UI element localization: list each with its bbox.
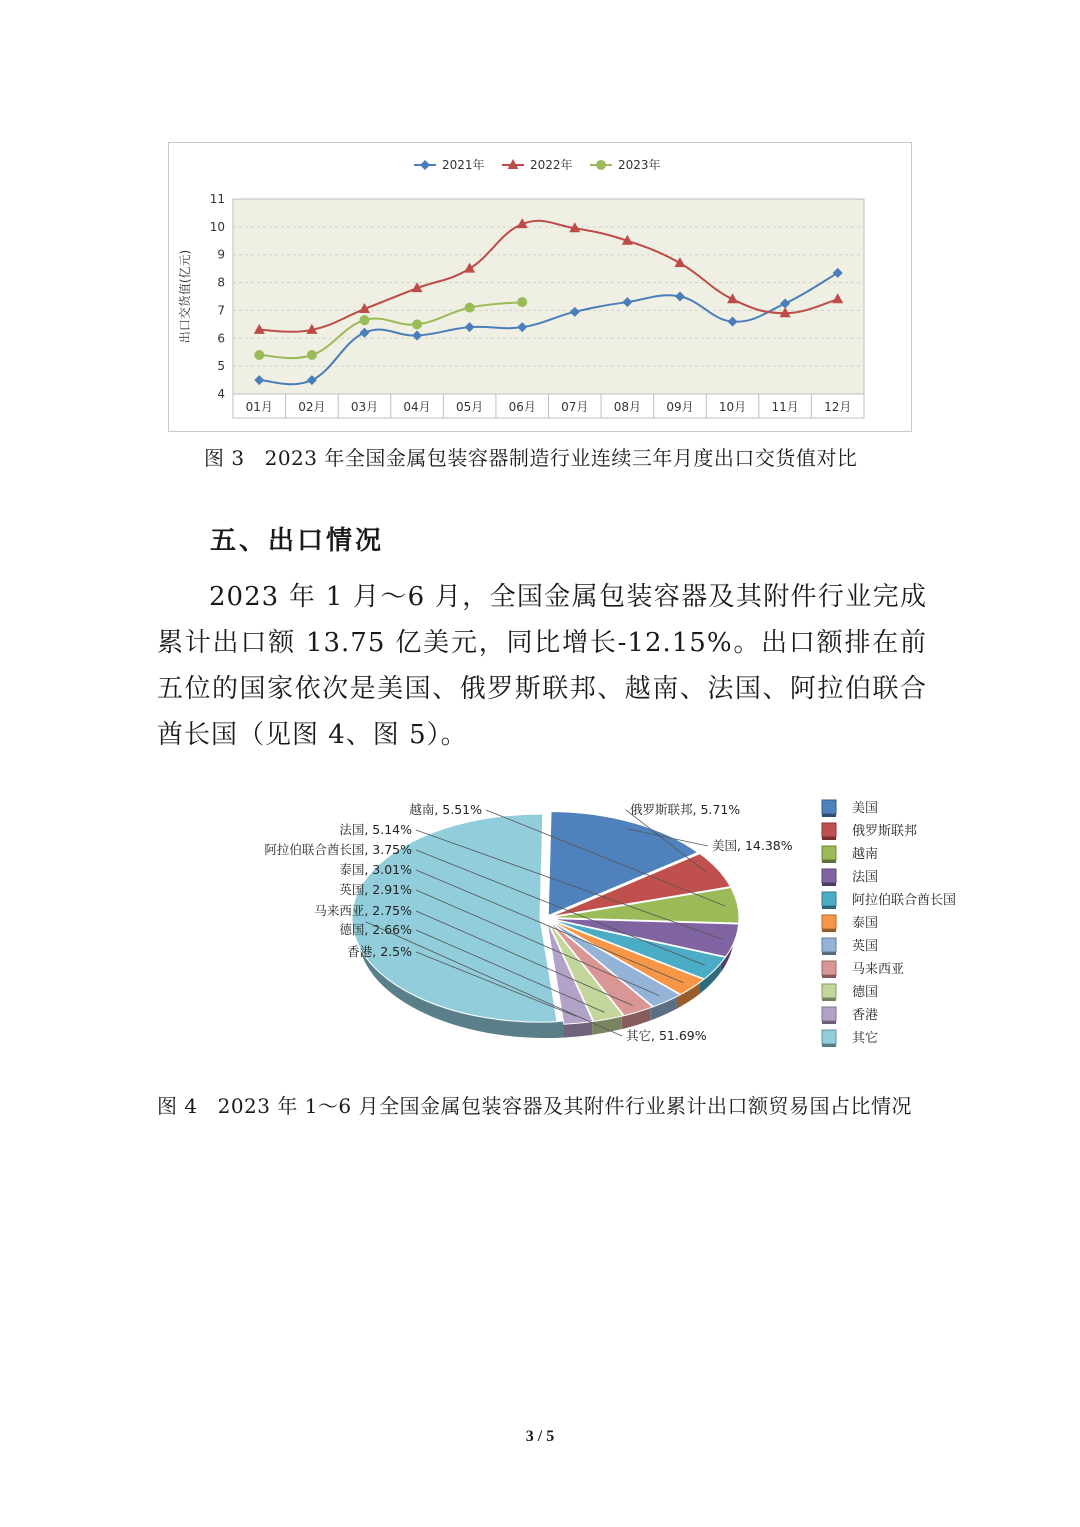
- data-point: [465, 303, 475, 313]
- legend-swatch: [822, 915, 836, 929]
- legend-swatch: [822, 823, 836, 837]
- x-tick-label: 05月: [455, 400, 484, 414]
- x-tick-label: 01月: [245, 400, 273, 414]
- legend-label: 阿拉伯联合酋长国: [852, 893, 957, 908]
- data-label: 泰国, 3.01%: [339, 862, 412, 877]
- data-label: 其它, 51.69%: [626, 1028, 707, 1043]
- data-label: 德国, 2.66%: [339, 922, 412, 937]
- figure4-caption-text: 2023 年 1～6 月全国金属包装容器及其附件行业累计出口额贸易国占比情况: [217, 1094, 913, 1118]
- legend-label: 香港: [852, 1008, 879, 1023]
- legend-marker: [596, 160, 606, 170]
- legend-swatch: [822, 869, 836, 883]
- y-tick-label: 9: [217, 247, 225, 262]
- figure3-caption-text: 2023 年全国金属包装容器制造行业连续三年月度出口交货值对比: [264, 446, 858, 470]
- legend-swatch-edge: [822, 929, 836, 932]
- figure3-caption-label: 图 3: [204, 446, 245, 470]
- legend-label: 泰国: [852, 916, 879, 931]
- legend-swatch: [822, 846, 836, 860]
- plot-area: [233, 199, 864, 394]
- x-tick-label: 11月: [771, 400, 799, 414]
- data-point: [412, 319, 422, 329]
- line-chart-monthly-export: [168, 142, 912, 432]
- legend-swatch-edge: [822, 837, 836, 840]
- legend-swatch-edge: [822, 952, 836, 955]
- legend-swatch: [822, 1007, 836, 1021]
- legend-swatch-edge: [822, 998, 836, 1001]
- y-axis-label: 出口交货值(亿元): [178, 249, 192, 344]
- x-tick-label: 07月: [561, 400, 589, 414]
- page-number: 3 / 5: [525, 1428, 555, 1445]
- y-tick-label: 11: [209, 192, 225, 206]
- data-point: [307, 350, 317, 360]
- data-label: 越南, 5.51%: [409, 802, 482, 817]
- legend-swatch-edge: [822, 860, 836, 863]
- legend-swatch-edge: [822, 1044, 836, 1047]
- figure4-caption-label: 图 4: [157, 1094, 198, 1118]
- x-tick-label: 09月: [666, 400, 694, 414]
- x-tick-label: 03月: [350, 400, 379, 414]
- y-tick-label: 10: [209, 219, 225, 234]
- legend-swatch-edge: [822, 814, 836, 817]
- data-label: 法国, 5.14%: [339, 822, 412, 837]
- pie-chart-export-countries: [200, 790, 1000, 1060]
- section-paragraph: 2023 年 1 月～6 月，全国金属包装容器及其附件行业完成累计出口额 13.75 亿美元，同比增长-12.15%。出口额排在前五位的国家依次是美国、俄罗斯联邦、越南、法国、阿拉伯联合酋长国（见图 4、图 5）。: [157, 582, 927, 750]
- x-tick-label: 08月: [613, 400, 642, 414]
- legend-label: 越南: [852, 847, 879, 862]
- legend-label: 其它: [852, 1031, 879, 1046]
- y-tick-label: 6: [217, 331, 225, 346]
- pie-legend: [822, 800, 956, 1047]
- legend-swatch-edge: [822, 1021, 836, 1024]
- data-point: [254, 350, 264, 360]
- legend-label: 英国: [852, 939, 879, 954]
- x-tick-label: 02月: [298, 400, 326, 414]
- legend-label: 2022年: [530, 158, 573, 172]
- legend-swatch: [822, 984, 836, 998]
- legend-label: 德国: [852, 985, 879, 1000]
- figure4-caption: [157, 1090, 912, 1119]
- data-label: 马来西亚, 2.75%: [314, 903, 412, 918]
- y-tick-label: 8: [217, 275, 225, 290]
- x-tick-label: 04月: [403, 400, 431, 414]
- legend-label: 2021年: [442, 158, 485, 172]
- data-label: 英国, 2.91%: [339, 882, 412, 897]
- legend-swatch-edge: [822, 975, 836, 978]
- legend-label: 2023年: [618, 158, 661, 172]
- legend-swatch-edge: [822, 883, 836, 886]
- legend-swatch: [822, 800, 836, 814]
- pie-chart-svg: [200, 790, 1000, 1060]
- data-point: [517, 297, 527, 307]
- y-tick-label: 7: [217, 303, 225, 318]
- figure3-caption: [204, 442, 857, 471]
- data-point: [359, 315, 369, 325]
- section-heading: 五、出口情况: [210, 526, 385, 556]
- y-tick-label: 5: [217, 359, 225, 374]
- x-tick-label: 06月: [508, 400, 536, 414]
- data-label: 阿拉伯联合酋长国, 3.75%: [264, 842, 412, 857]
- legend-marker: [420, 160, 430, 170]
- line-chart-svg: [169, 143, 911, 431]
- x-tick-label: 10月: [718, 400, 747, 414]
- legend-swatch: [822, 892, 836, 906]
- data-label: 美国, 14.38%: [712, 838, 793, 853]
- legend-swatch: [822, 961, 836, 975]
- legend-label: 俄罗斯联邦: [852, 824, 918, 839]
- legend-swatch: [822, 1030, 836, 1044]
- data-label: 香港, 2.5%: [347, 944, 412, 959]
- data-label: 俄罗斯联邦, 5.71%: [630, 802, 741, 817]
- x-tick-label: 12月: [824, 400, 852, 414]
- y-tick-label: 4: [217, 387, 225, 401]
- legend-label: 美国: [852, 801, 879, 816]
- legend-swatch: [822, 938, 836, 952]
- legend-label: 法国: [852, 870, 879, 885]
- legend-label: 马来西亚: [852, 962, 905, 977]
- legend-swatch-edge: [822, 906, 836, 909]
